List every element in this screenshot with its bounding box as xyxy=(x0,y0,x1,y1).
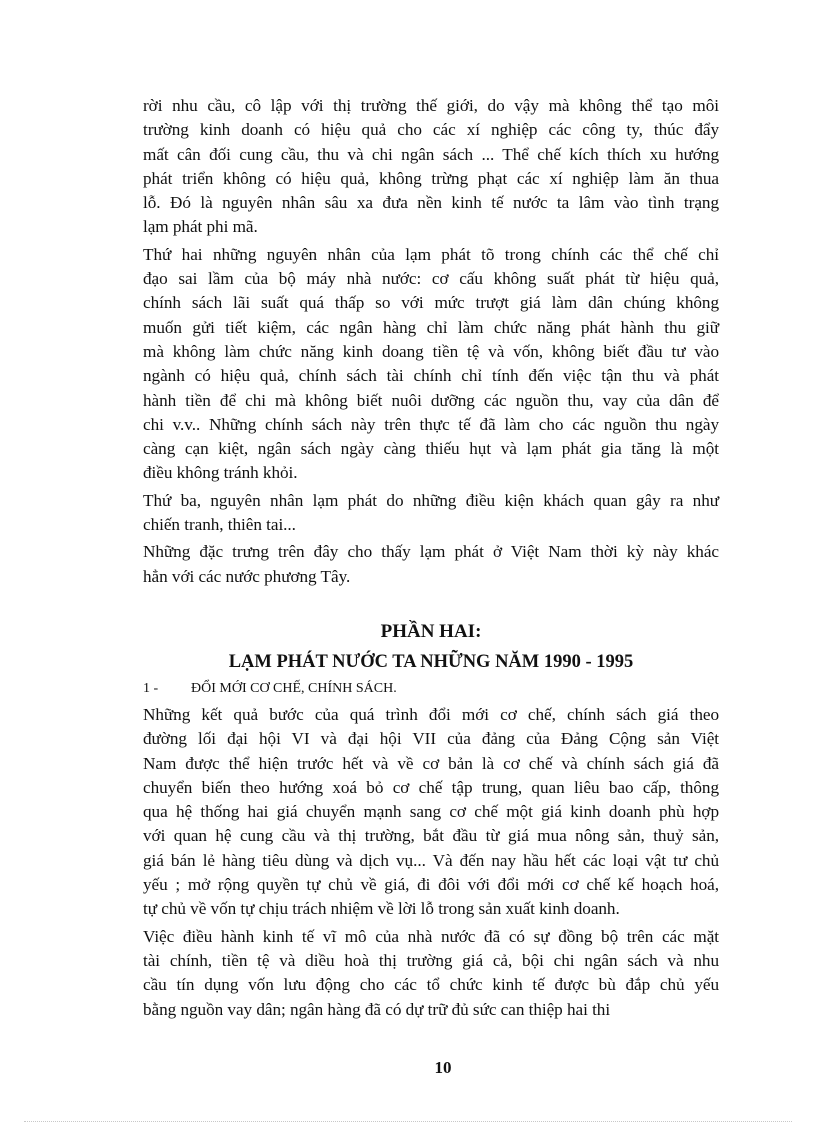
text-line: muốn gửi tiết kiệm, các ngân hàng chỉ làm chức năng phát hành thu giữ xyxy=(143,317,719,337)
part-title: PHẦN HAI: xyxy=(380,620,482,642)
text-line: Thứ ba, nguyên nhân lạm phát do những điều kiện khách quan gây ra như xyxy=(143,490,719,510)
text-line: đạo sai lầm của bộ máy nhà nước: cơ cấu không suất phát từ hiệu quả, xyxy=(143,269,719,289)
page-body xyxy=(143,94,719,1025)
text-line: Nam được thể hiện trước hết và về cơ bản là cơ chế và chính sách giá đã xyxy=(143,753,719,773)
text-line: tự chủ về vốn tự chịu trách nhiệm về lời lỗ trong sản xuất kinh doanh. xyxy=(143,899,620,919)
text-line: giá bán lẻ hàng tiêu dùng và dịch vụ... Và đến nay hầu hết các loại vật tư chủ xyxy=(143,850,719,870)
text-line: ngành có hiệu quả, chính sách tài chính chỉ tính đến việc tận thu và phát xyxy=(143,366,719,386)
paragraph-2 xyxy=(143,243,719,486)
text-line: lỗ. Đó là nguyên nhân sâu xa đưa nền kinh tế nước ta lâm vào tình trạng xyxy=(143,193,719,213)
text-line: tài chính, tiền tệ và diều hoà thị trường giá cả, bội chi ngân sách và nhu xyxy=(143,950,719,970)
text-line: qua hệ thống hai giá chuyển mạnh sang cơ chế một giá kinh doanh phù hợp xyxy=(143,802,719,822)
text-line: cầu tín dụng vốn lưu động cho các tổ chức kinh tế được bù đắp chủ yếu xyxy=(143,975,719,995)
footer-divider xyxy=(24,1121,792,1122)
paragraph-4 xyxy=(143,540,719,589)
text-line: Những đặc trưng trên đây cho thấy lạm phát ở Việt Nam thời kỳ này khác xyxy=(143,542,719,562)
text-line: Thứ hai những nguyên nhân của lạm phát tõ trong chính các thể chế chỉ xyxy=(143,244,719,264)
text-line: lạm phát phi mã. xyxy=(143,217,258,237)
text-line: với quan hệ cung cầu và thị trường, bắt đầu từ giá mua nông sản, thuỷ sản, xyxy=(143,826,719,846)
text-line: bằng nguồn vay dân; ngân hàng đã có dự trữ đủ sức can thiệp hai thi xyxy=(143,999,611,1019)
paragraph-3 xyxy=(143,489,719,538)
text-line: Những kết quả bước của quá trình đổi mới cơ chế, chính sách giá theo xyxy=(143,704,719,724)
text-line: trường kinh doanh có hiệu quả cho các xí nghiệp các công ty, thúc đẩy xyxy=(143,120,719,140)
text-line: càng cạn kiệt, ngân sách ngày càng thiếu hụt và lạm phát gia tăng là một xyxy=(143,439,719,459)
text-line: hẳn với các nước phương Tây. xyxy=(143,566,351,586)
text-line: yếu ; mở rộng quyền tự chủ về giá, đi đôi với đổi mới cơ chế kế hoạch hoá, xyxy=(143,875,719,895)
text-line: mà không làm chức năng kinh doang tiền tệ và vốn, không biết đầu tư vào xyxy=(143,341,719,361)
paragraph-1 xyxy=(143,94,719,240)
text-line: điều không tránh khỏi. xyxy=(143,463,298,483)
text-line: đường lối đại hội VI và đại hội VII của đảng của Đảng Cộng sản Việt xyxy=(143,729,719,749)
text-line: chuyển biến theo hướng xoá bỏ cơ chế tập trung, quan liêu bao cấp, thông xyxy=(143,777,719,797)
paragraph-5 xyxy=(143,703,719,922)
text-line: mất cân đối cung cầu, thu và chi ngân sách ... Thể chế kích thích xu hướng xyxy=(143,144,719,164)
text-line: hành tiền để chi mà không biết nuôi dưỡng các nguồn thu, vay của dân để xyxy=(143,390,719,410)
part-subtitle: LẠM PHÁT NƯỚC TA NHỮNG NĂM 1990 - 1995 xyxy=(228,651,634,672)
text-line: chính sách lãi suất quá thấp so với mức trượt giá làm dân chúng không xyxy=(143,293,719,313)
text-line: phát triển không có hiệu quả, không trừng phạt các xí nghiệp làm ăn thua xyxy=(143,168,719,188)
text-line: Việc điều hành kinh tế vĩ mô của nhà nước đã có sự đồng bộ trên các mặt xyxy=(143,926,719,946)
text-line: rời nhu cầu, cô lập với thị trường thế giới, do vậy mà không thể tạo môi xyxy=(143,96,719,115)
page-number: 10 xyxy=(434,1058,452,1077)
section-number: 1 - xyxy=(143,680,159,696)
text-line: chi v.v.. Những chính sách này trên thực tế đã làm cho các nguồn thu ngày xyxy=(143,414,719,434)
section-heading xyxy=(143,677,719,701)
text-line: chiến tranh, thiên tai... xyxy=(143,515,296,535)
section-title: ĐỔI MỚI CƠ CHẾ, CHÍNH SÁCH. xyxy=(191,680,397,696)
paragraph-6 xyxy=(143,925,719,1022)
